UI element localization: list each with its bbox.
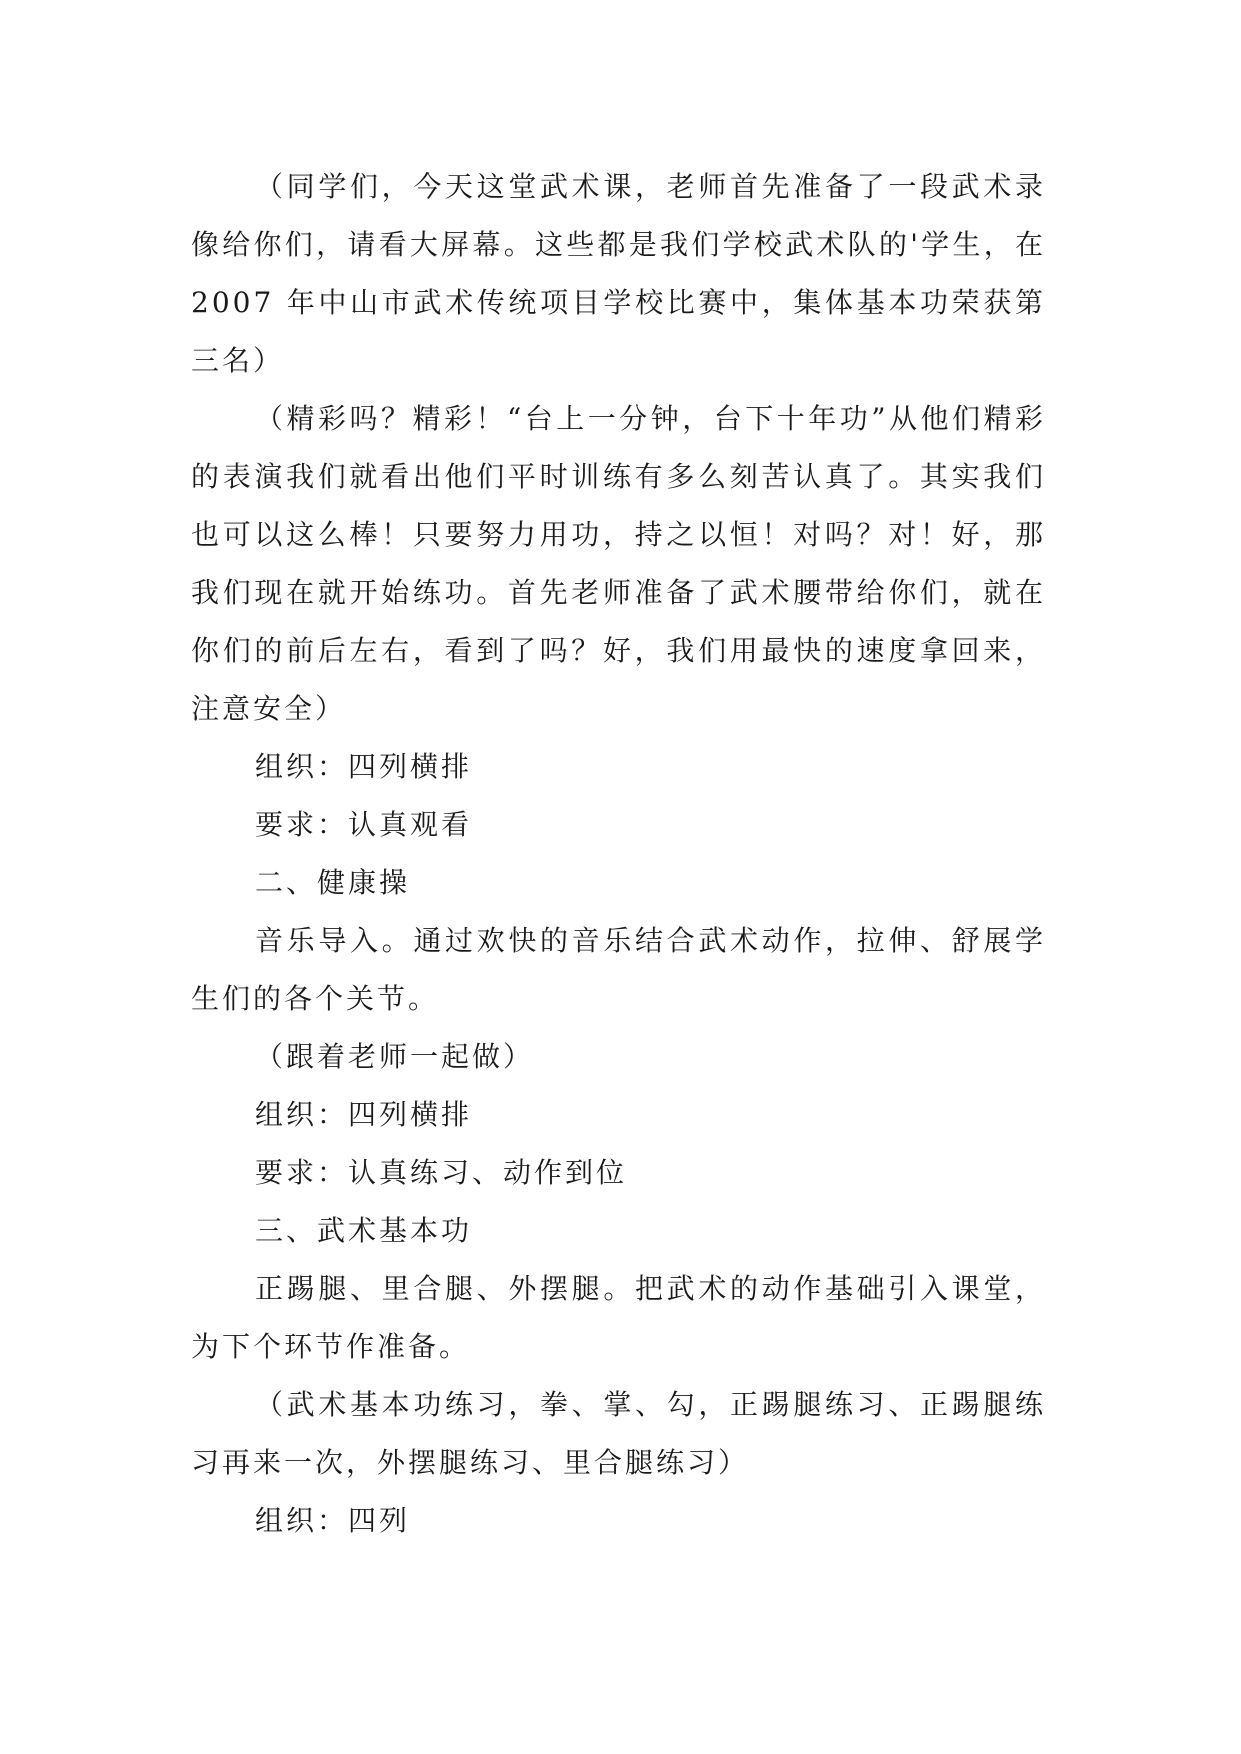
section-heading-basic-skills: 三、武术基本功 <box>255 1214 473 1247</box>
paragraph-follow-teacher: （跟着老师一起做） <box>255 1040 535 1073</box>
paragraph-organization-2: 组织：四列横排 <box>255 1098 473 1131</box>
document-body <box>191 158 1046 1550</box>
paragraph-music-intro: 音乐导入。通过欢快的音乐结合武术动作，拉伸、舒展学生们的各个关节。 <box>191 924 1046 1015</box>
paragraph-intro-video: （同学们，今天这堂武术课，老师首先准备了一段武术录像给你们，请看大屏幕。这些都是我们学校武术队的'学生，在 2007 年中山市武术传统项目学校比赛中，集体基本功荣获第三名） <box>191 170 1046 377</box>
section-heading-health-exercise: 二、健康操 <box>255 866 411 899</box>
paragraph-organization-3: 组织：四列 <box>255 1504 411 1537</box>
paragraph-requirement-1: 要求：认真观看 <box>255 808 473 841</box>
paragraph-basic-skills-practice: （武术基本功练习，拳、掌、勾，正踢腿练习、正踢腿练习再来一次，外摆腿练习、里合腿练习） <box>191 1388 1046 1479</box>
paragraph-kicks-intro: 正踢腿、里合腿、外摆腿。把武术的动作基础引入课堂，为下个环节作准备。 <box>191 1272 1046 1363</box>
paragraph-requirement-2: 要求：认真练习、动作到位 <box>255 1156 628 1189</box>
paragraph-organization-1: 组织：四列横排 <box>255 750 473 783</box>
paragraph-performance-praise: （精彩吗？精彩！“台上一分钟，台下十年功”从他们精彩的表演我们就看出他们平时训练有多么刻苦认真了。其实我们也可以这么棒！只要努力用功，持之以恒！对吗？对！好，那我们现在就开始练功。首先老师准备了武术腰带给你们，就在你们的前后左右，看到了吗？好，我们用最快的速度拿回来，注意安全） <box>191 402 1046 725</box>
